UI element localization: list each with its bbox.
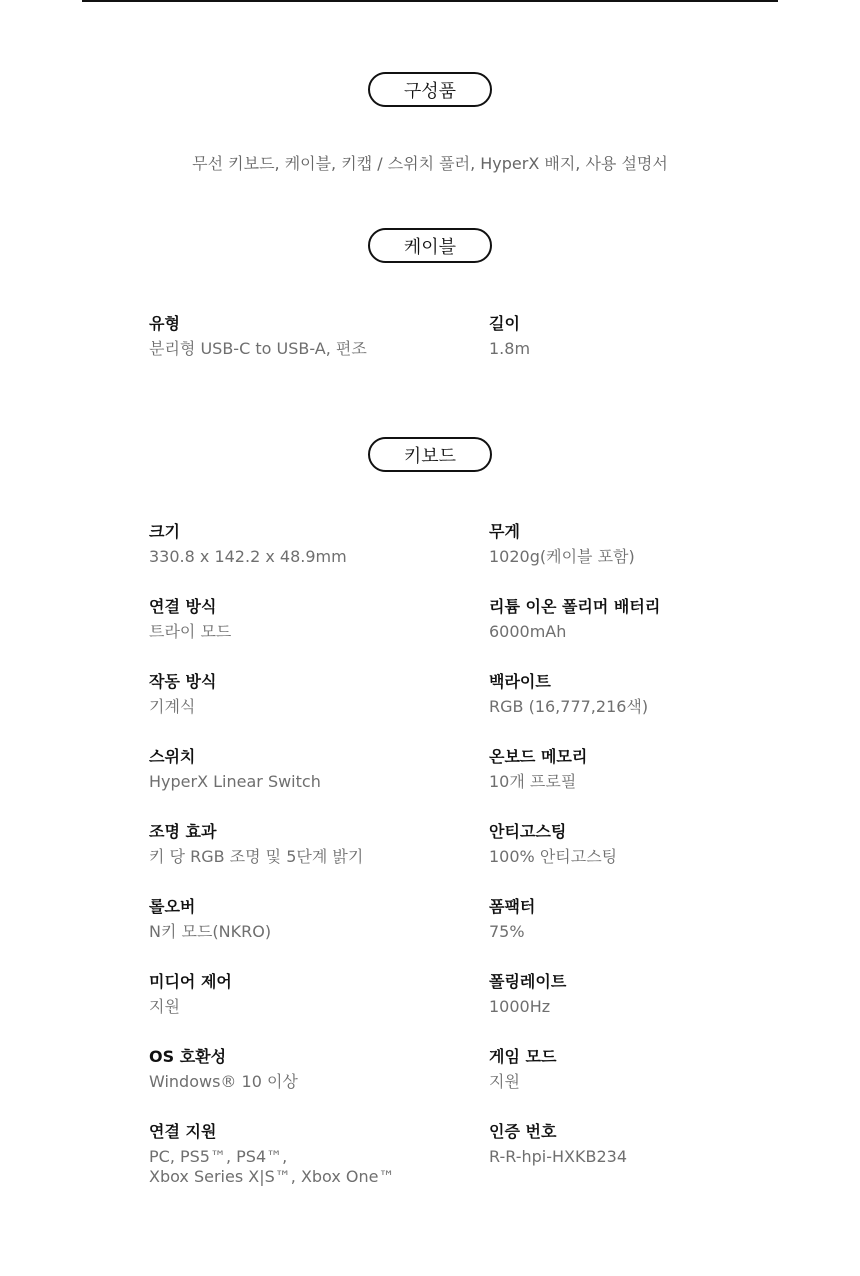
spec-backlight: [489, 672, 819, 717]
spec-value: N키 모드(NKRO): [149, 922, 272, 941]
top-divider: [82, 0, 778, 2]
spec-rollover: [149, 897, 479, 942]
spec-value: R-R-hpi-HXKB234: [489, 1147, 627, 1166]
spec-label: 무게: [489, 522, 520, 541]
spec-value: 1020g(케이블 포함): [489, 547, 635, 566]
spec-label: 안티고스팅: [489, 822, 567, 841]
spec-polling-rate: [489, 972, 819, 1017]
spec-label: 온보드 메모리: [489, 747, 588, 766]
spec-value: PC, PS5™, PS4™, Xbox Series X|S™, Xbox One™: [149, 1147, 395, 1186]
spec-label: 미디어 제어: [149, 972, 232, 991]
spec-value: 키 당 RGB 조명 및 5단계 밝기: [149, 847, 364, 866]
spec-anti-ghosting: [489, 822, 819, 867]
spec-label: 롤오버: [149, 897, 196, 916]
spec-value: 6000mAh: [489, 622, 567, 641]
spec-game-mode: [489, 1047, 819, 1092]
spec-os-compatibility: [149, 1047, 479, 1092]
spec-value: 지원: [149, 997, 180, 1016]
spec-connection-type: [149, 597, 479, 642]
spec-label: 길이: [489, 314, 520, 333]
section-title-contents: 구성품: [368, 72, 492, 107]
spec-value: 330.8 x 142.2 x 48.9mm: [149, 547, 347, 566]
spec-media-control: [149, 972, 479, 1017]
spec-cable-type: [149, 314, 479, 359]
spec-value: 1000Hz: [489, 997, 551, 1016]
section-title-cable: 케이블: [368, 228, 492, 263]
spec-value: 트라이 모드: [149, 622, 232, 641]
spec-weight: [489, 522, 819, 567]
spec-form-factor: [489, 897, 819, 942]
spec-battery: [489, 597, 819, 642]
spec-onboard-memory: [489, 747, 819, 792]
spec-label: 폼팩터: [489, 897, 536, 916]
spec-label: 연결 지원: [149, 1122, 217, 1141]
spec-size: [149, 522, 479, 567]
spec-switch: [149, 747, 479, 792]
spec-label: 폴링레이트: [489, 972, 567, 991]
contents-list-text: 무선 키보드, 케이블, 키캡 / 스위치 풀러, HyperX 배지, 사용 설명서: [192, 154, 668, 173]
section-title-keyboard: 키보드: [368, 437, 492, 472]
spec-cable-length: [489, 314, 819, 359]
spec-value: 100% 안티고스팅: [489, 847, 618, 866]
spec-value: RGB (16,777,216색): [489, 697, 649, 716]
spec-label: 유형: [149, 314, 180, 333]
spec-label: 인증 번호: [489, 1122, 557, 1141]
spec-connection-support: [149, 1122, 479, 1187]
spec-certification-number: [489, 1122, 819, 1167]
spec-label: 크기: [149, 522, 180, 541]
spec-label: OS 호환성: [149, 1047, 227, 1066]
spec-value: 75%: [489, 922, 525, 941]
spec-value: 기계식: [149, 697, 196, 716]
spec-value: 10개 프로필: [489, 772, 577, 791]
spec-value: 분리형 USB-C to USB-A, 편조: [149, 339, 367, 358]
spec-operation: [149, 672, 479, 717]
spec-label: 게임 모드: [489, 1047, 557, 1066]
spec-value: 1.8m: [489, 339, 531, 358]
spec-label: 백라이트: [489, 672, 551, 691]
spec-label: 스위치: [149, 747, 196, 766]
spec-label: 리튬 이온 폴리머 배터리: [489, 597, 661, 616]
spec-label: 연결 방식: [149, 597, 217, 616]
spec-label: 작동 방식: [149, 672, 217, 691]
spec-value: 지원: [489, 1072, 520, 1091]
spec-value: HyperX Linear Switch: [149, 772, 321, 791]
spec-value: Windows® 10 이상: [149, 1072, 298, 1091]
spec-lighting: [149, 822, 479, 867]
spec-label: 조명 효과: [149, 822, 217, 841]
